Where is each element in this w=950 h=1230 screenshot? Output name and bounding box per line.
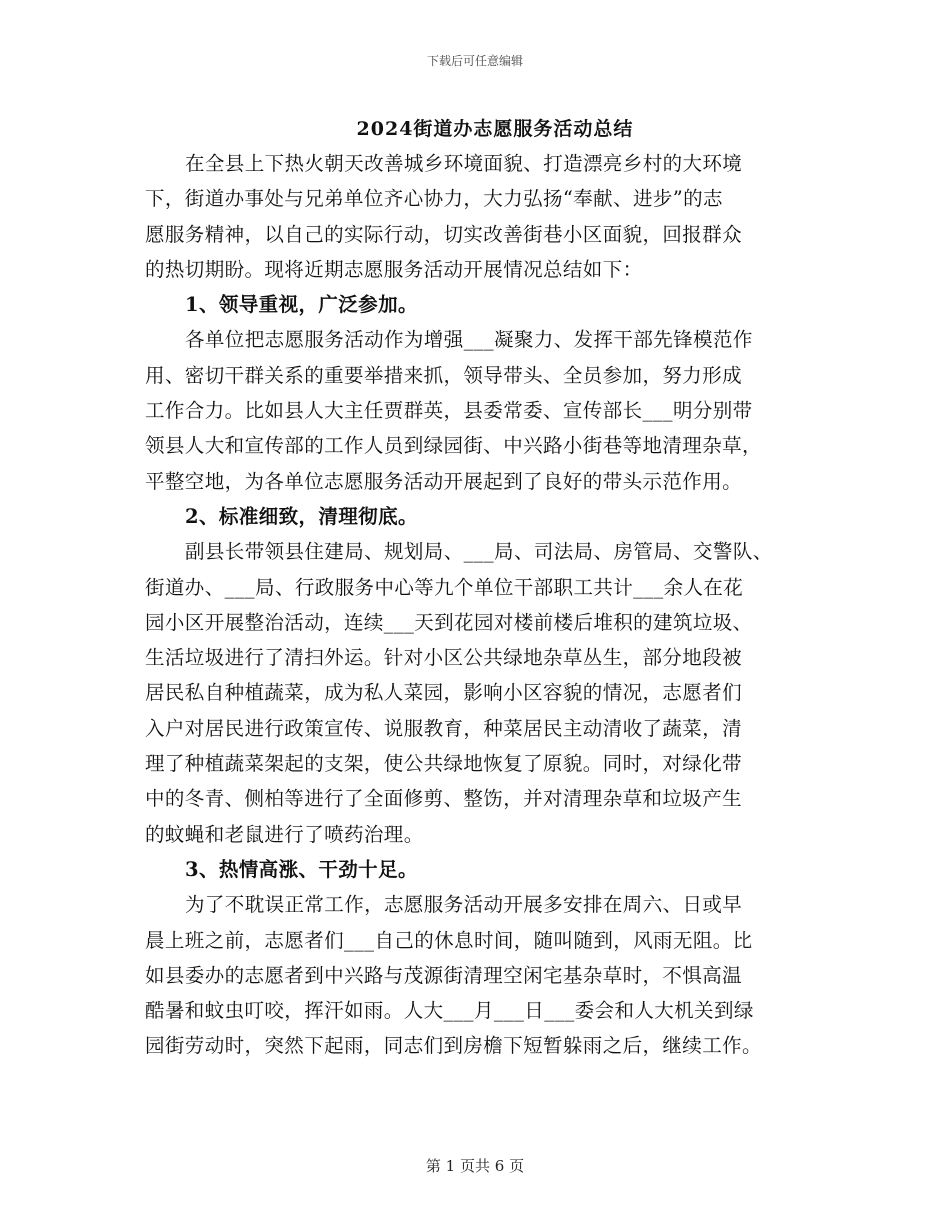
paragraph-line: 用、密切干群关系的重要举措来抓，领导带头、全员参加，努力形成 [145, 363, 743, 387]
paragraph-line: 下，街道办事处与兄弟单位齐心协力，大力弘扬“奉献、进步”的志 [145, 187, 723, 211]
paragraph-line: 副县长带领县住建局、规划局、___局、司法局、房管局、交警队、 [185, 540, 773, 564]
paragraph-line: 生活垃圾进行了清扫外运。针对小区公共绿地杂草丛生，部分地段被 [145, 646, 743, 670]
header-note: 下载后可任意编辑 [426, 54, 523, 68]
document-body [145, 146, 825, 1064]
paragraph-line: 在全县上下热火朝天改善城乡环境面貌、打造漂亮乡村的大环境 [185, 152, 743, 175]
paragraph-line: 中的冬青、侧柏等进行了全面修剪、整饬，并对清理杂草和垃圾产生 [145, 787, 743, 811]
paragraph-line: 平整空地，为各单位志愿服务活动开展起到了良好的带头示范作用。 [145, 469, 743, 493]
section-heading: 1、领导重视，广泛参加。 [185, 293, 418, 317]
paragraph-line: 各单位把志愿服务活动作为增强___凝聚力、发挥干部先锋模范作 [185, 328, 753, 352]
paragraph-line: 的热切期盼。现将近期志愿服务活动开展情况总结如下： [145, 257, 643, 281]
paragraph-line: 居民私自种植蔬菜，成为私人菜园，影响小区容貌的情况，志愿者们 [145, 681, 743, 705]
paragraph-line: 领县人大和宣传部的工作人员到绿园街、中兴路小街巷等地清理杂草， [145, 434, 762, 458]
paragraph-line: 如县委办的志愿者到中兴路与茂源街清理空闲宅基杂草时，不惧高温 [145, 963, 743, 987]
paragraph-line: 的蚊蝇和老鼠进行了喷药治理。 [145, 822, 424, 846]
paragraph-line: 街道办、___局、行政服务中心等九个单位干部职工共计___余人在花 [145, 575, 744, 599]
page-number: 第 1 页共 6 页 [425, 1157, 525, 1175]
paragraph-line: 园街劳动时，突然下起雨，同志们到房檐下短暂躲雨之后，继续工作。 [145, 1034, 762, 1058]
paragraph-line: 入户对居民进行政策宣传、说服教育，种菜居民主动清收了蔬菜，清 [145, 716, 743, 740]
paragraph-line: 愿服务精神，以自己的实际行动，切实改善街巷小区面貌，回报群众 [145, 222, 743, 246]
paragraph-line: 园小区开展整治活动，连续___天到花园对楼前楼后堆积的建筑垃圾、 [145, 610, 753, 634]
paragraph-line: 工作合力。比如县人大主任贾群英，县委常委、宣传部长___明分别带 [145, 399, 753, 423]
paragraph-line: 酷暑和蚊虫叮咬，挥汗如雨。人大___月___日___委会和人大机关到绿 [145, 999, 754, 1023]
section-heading: 3、热情高涨、干劲十足。 [185, 857, 418, 881]
section-heading: 2、标准细致，清理彻底。 [185, 504, 418, 528]
paragraph-line: 为了不耽误正常工作，志愿服务活动开展多安排在周六、日或早 [185, 893, 743, 917]
paragraph-line: 晨上班之前，志愿者们___自己的休息时间，随叫随到，风雨无阻。比 [145, 928, 753, 952]
document-title: 2024街道办志愿服务活动总结 [356, 118, 634, 140]
paragraph-line: 理了种植蔬菜架起的支架，使公共绿地恢复了原貌。同时，对绿化带 [145, 752, 743, 776]
